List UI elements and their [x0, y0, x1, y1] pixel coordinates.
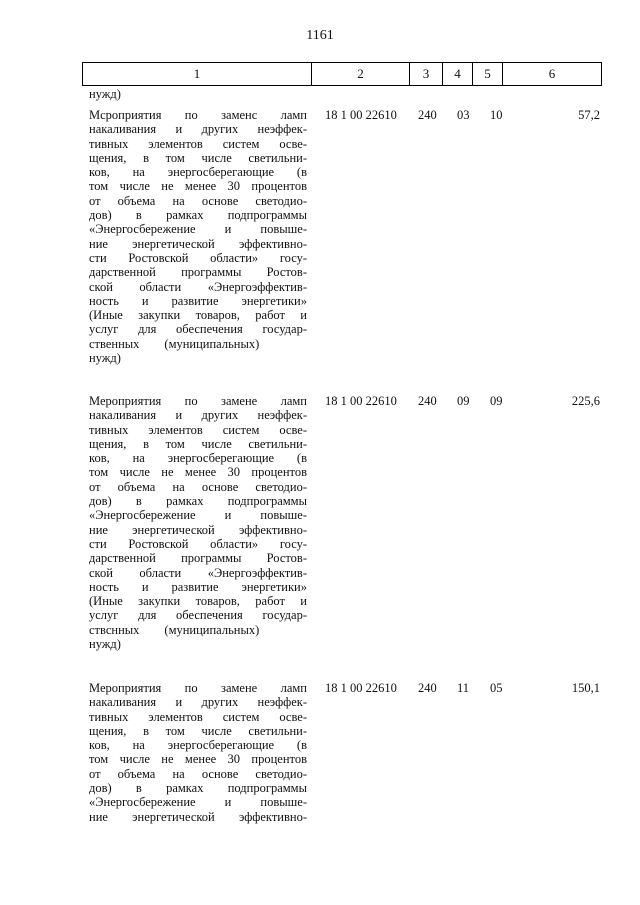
amount: 57,2: [578, 108, 600, 122]
desc-line: ность и развитие энергетики»: [89, 293, 307, 308]
desc-line: (Иные закупки товаров, работ и: [89, 308, 307, 323]
desc-line: том числе не менее 30 процентов: [89, 179, 307, 194]
table-header-row: [82, 62, 602, 86]
subsection-code: 09: [490, 394, 503, 408]
row-description: [89, 681, 307, 824]
header-col-6: 6: [548, 66, 556, 81]
desc-line: ние энергетической эффективно-: [89, 809, 307, 824]
desc-line: тивных элементов систем осве-: [89, 136, 307, 151]
desc-line: «Энергосбережение и повыше-: [89, 795, 307, 810]
desc-line: ков, на энергосберегающие (в: [89, 738, 307, 753]
desc-line: нужд): [89, 351, 121, 366]
desc-line: ской области «Энергоэффектив-: [89, 565, 307, 580]
desc-line: том числе не менее 30 процентов: [89, 465, 307, 480]
desc-line: ность и развитие энергетики»: [89, 579, 307, 594]
desc-line: дарственной программы Ростов-: [89, 265, 307, 280]
desc-line: дов) в рамках подпрограммы: [89, 494, 307, 509]
header-col-5: 5: [473, 63, 503, 85]
subsection-code: 10: [490, 108, 503, 122]
desc-line: Мероприятия по замене ламп: [89, 394, 307, 408]
row-description: [89, 108, 307, 365]
amount: 225,6: [571, 394, 600, 408]
subsection-code: 05: [490, 681, 503, 695]
desc-line: (Иные закупки товаров, работ и: [89, 594, 307, 609]
desc-line: от объема на основе светодио-: [89, 766, 307, 781]
desc-line: ственных (муниципальных): [89, 336, 260, 351]
desc-line: «Энергосбережение и повыше-: [89, 222, 307, 237]
header-col-4: 4: [443, 63, 473, 85]
desc-line: щения, в том числе светильни-: [89, 723, 307, 738]
desc-line: том числе не менее 30 процентов: [89, 752, 307, 767]
target-article-code: 18 1 00 22610: [325, 681, 397, 695]
desc-line: ков, на энергосберегающие (в: [89, 451, 307, 466]
target-article-code: 18 1 00 22610: [325, 394, 397, 408]
expense-type-code: 240: [418, 108, 437, 122]
desc-line: ков, на энергосберегающие (в: [89, 165, 307, 180]
row-description: [89, 394, 307, 651]
desc-line: нужд): [89, 637, 121, 652]
desc-line: накаливания и других неэффек-: [89, 122, 307, 137]
desc-line: от объема на основе светодио-: [89, 479, 307, 494]
page-number: 1161: [306, 28, 334, 43]
desc-line: «Энергосбережение и повыше-: [89, 508, 307, 523]
header-col-3: 3: [410, 63, 443, 85]
desc-line: щения, в том числе светильни-: [89, 150, 307, 165]
desc-line: ствснных (муниципальных): [89, 622, 260, 637]
desc-line: дов) в рамках подпрограммы: [89, 208, 307, 223]
header-col-1: 1: [83, 63, 312, 85]
desc-line: тивных элементов систем осве-: [89, 422, 307, 437]
expense-type-code: 240: [418, 681, 437, 695]
desc-line: дарственной программы Ростов-: [89, 551, 307, 566]
desc-line: ние энергетической эффективно-: [89, 522, 307, 537]
desc-line: ние энергетической эффективно-: [89, 236, 307, 251]
section-code: 11: [457, 681, 470, 695]
desc-line: Мероприятия по замене ламп: [89, 681, 307, 695]
desc-line: дов) в рамках подпрограммы: [89, 781, 307, 796]
section-code: 03: [457, 108, 470, 122]
target-article-code: 18 1 00 22610: [325, 108, 397, 122]
expense-type-code: 240: [418, 394, 437, 408]
desc-line: накаливания и других неэффек-: [89, 408, 307, 423]
desc-line: ской области «Энергоэффектив-: [89, 279, 307, 294]
desc-line: услуг для обеспечения государ-: [89, 608, 307, 623]
header-col-2: 2: [312, 63, 410, 85]
desc-line: сти Ростовской области» госу-: [89, 250, 307, 265]
section-code: 09: [457, 394, 470, 408]
desc-line: сти Ростовской области» госу-: [89, 536, 307, 551]
desc-line: тивных элементов систем осве-: [89, 709, 307, 724]
desc-line: Мсроприятия по заменс ламп: [89, 108, 307, 122]
desc-line: от объема на основе светодио-: [89, 193, 307, 208]
continuation-text: нужд): [89, 87, 121, 101]
desc-line: услуг для обеспечения государ-: [89, 322, 307, 337]
desc-line: накаливания и других неэффек-: [89, 695, 307, 710]
desc-line: щения, в том числе светильни-: [89, 436, 307, 451]
amount: 150,1: [571, 681, 600, 695]
